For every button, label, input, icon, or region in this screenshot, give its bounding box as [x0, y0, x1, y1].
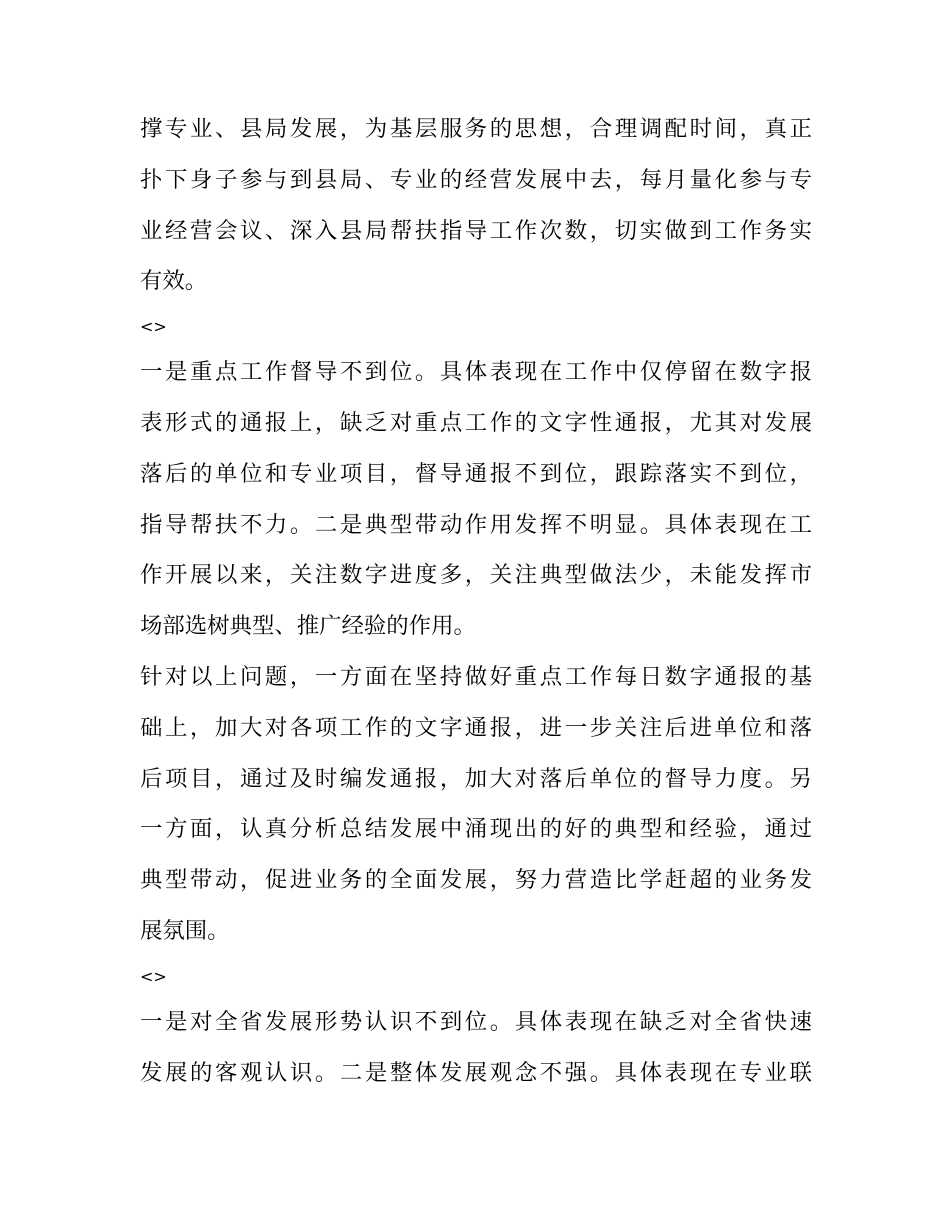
text-line: 发展的客观认识。二是整体发展观念不强。具体表现在专业联 — [140, 1059, 812, 1086]
text-line: 撑专业、县局发展，为基层服务的思想，合理调配时间，真正 — [140, 116, 812, 142]
paragraph-1 — [140, 104, 812, 307]
text-line: 展氛围。 — [140, 917, 230, 944]
text-line: 业经营会议、深入县局帮扶指导工作次数，切实做到工作务实 — [140, 217, 812, 244]
text-line: 一是重点工作督导不到位。具体表现在工作中仅停留在数字报 — [140, 359, 812, 386]
text-line: 作开展以来，关注数字进度多，关注典型做法少，未能发挥市 — [140, 562, 812, 589]
text-line: 典型带动，促进业务的全面发展，努力营造比学赶超的业务发 — [140, 867, 812, 894]
text-line: 扑下身子参与到县局、专业的经营发展中去，每月量化参与专 — [140, 166, 812, 193]
text-line: 一方面，认真分析总结发展中涌现出的好的典型和经验，通过 — [140, 816, 812, 843]
paragraph-3 — [140, 652, 812, 957]
text-line: 场部选树典型、推广经验的作用。 — [140, 613, 476, 640]
text-line: 指导帮扶不力。二是典型带动作用发挥不明显。具体表现在工 — [140, 511, 812, 538]
document-body — [140, 104, 812, 1098]
text-line: 有效。 — [140, 268, 208, 295]
paragraph-2 — [140, 347, 812, 652]
text-line: 针对以上问题，一方面在坚持做好重点工作每日数字通报的基 — [140, 663, 812, 690]
section-marker: <> — [140, 317, 167, 337]
text-line: 表形式的通报上，缺乏对重点工作的文字性通报，尤其对发展 — [140, 409, 812, 436]
paragraph-4 — [140, 997, 812, 1099]
text-line: 落后的单位和专业项目，督导通报不到位，跟踪落实不到位， — [140, 460, 812, 487]
text-line: 后项目，通过及时编发通报，加大对落后单位的督导力度。另 — [140, 765, 812, 792]
section-marker: <> — [140, 966, 167, 986]
text-line: 础上，加大对各项工作的文字通报，进一步关注后进单位和落 — [140, 714, 812, 741]
text-line: 一是对全省发展形势认识不到位。具体表现在缺乏对全省快速 — [140, 1008, 812, 1035]
